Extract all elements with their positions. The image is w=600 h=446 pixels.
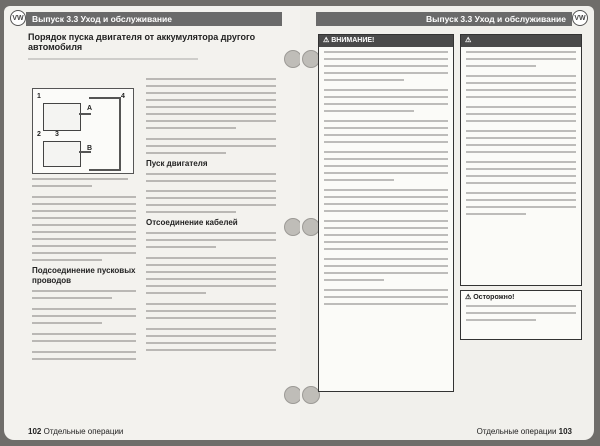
caution-icon: ⚠ [465,294,474,301]
left-column-text [32,178,136,365]
left-page-column-2 [146,78,276,356]
caution-box [460,290,582,340]
warning-header-continued [461,35,581,47]
warning-header: ⚠ ВНИМАНИЕ! [319,35,453,47]
right-footer [477,427,572,436]
binder-hole [284,50,300,68]
battery-b [43,141,81,167]
left-footer [28,427,123,436]
warning-box-continued [460,34,582,286]
subsection-title-disconnect: Отсоединение кабелей [146,218,238,227]
right-page [300,6,594,440]
figure-label-b: B [87,145,93,152]
subsection-title-connect: Подсоединение пусковых проводов [32,266,136,285]
right-footer-text: Отдельные операции [476,427,557,436]
left-footer-text: Отдельные операции [43,427,124,436]
right-page-number: 103 [558,427,572,436]
figure-label-a: A [87,105,93,112]
figure-label-4: 4 [121,93,125,100]
warning-box [318,34,454,392]
figure-label-1: 1 [37,93,41,100]
left-page-header: Выпуск 3.3 Уход и обслуживание [26,12,282,26]
right-page-header: Выпуск 3.3 Уход и обслуживание [316,12,572,26]
binder-hole [284,218,300,236]
section-heading [28,32,278,65]
section-title: Порядок пуска двигателя от аккумулятора другого автомобиля [28,32,256,52]
warning-icon: ⚠ [465,37,472,44]
figure-label-2: 2 [37,131,41,138]
warning-icon: ⚠ [323,37,332,44]
vw-logo-icon: VW [572,10,588,26]
binder-hole [284,386,300,404]
figure-label-3: 3 [55,131,59,138]
caution-header: ⚠ Осторожно! [465,294,515,301]
vw-logo-icon: VW [10,10,26,26]
battery-a [43,103,81,131]
left-page [4,6,300,440]
subsection-title-start: Пуск двигателя [146,159,208,168]
jump-start-figure [32,88,134,174]
left-page-number: 102 [28,427,42,436]
